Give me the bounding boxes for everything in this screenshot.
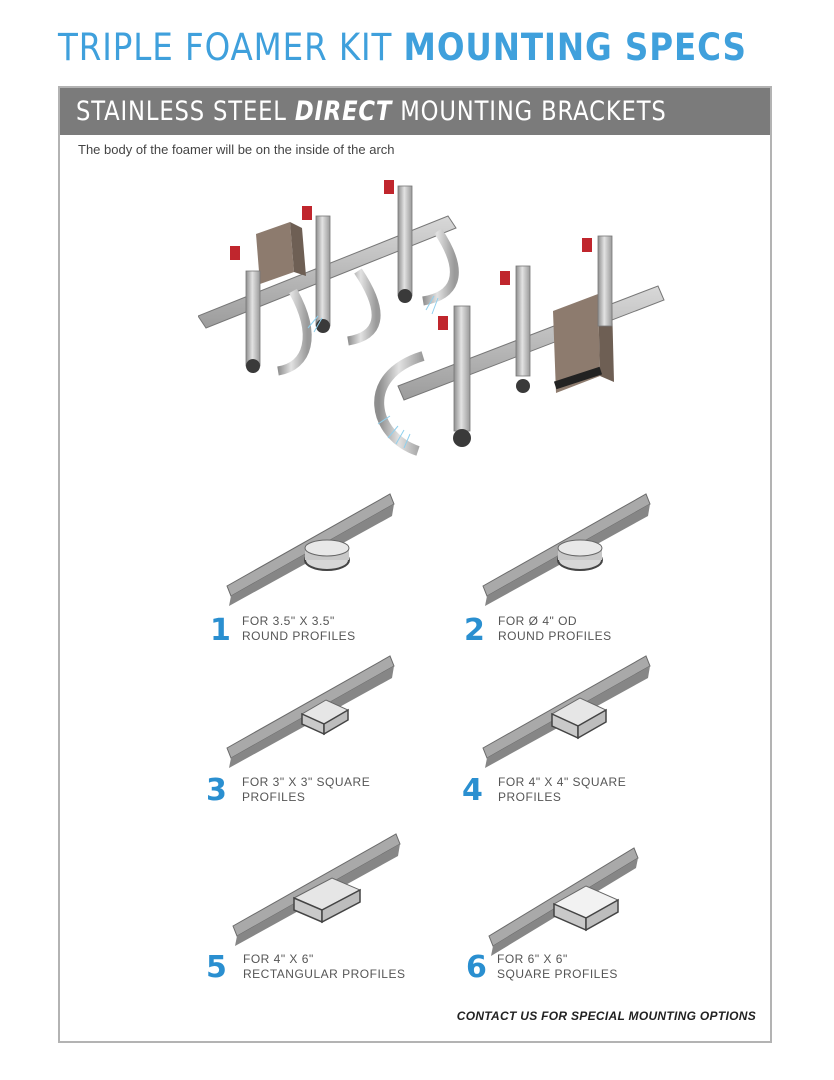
- bracket-6-image: [484, 838, 659, 958]
- page-title: [58, 26, 747, 69]
- bracket-profile: SQUARE PROFILES: [497, 967, 618, 981]
- title-light: TRIPLE FOAMER KIT: [58, 26, 404, 69]
- bracket-description: [242, 775, 370, 805]
- bracket-description: [498, 614, 612, 644]
- bracket-4-image: [478, 650, 653, 770]
- bracket-description: [498, 775, 626, 805]
- banner-emphasis: DIRECT: [294, 96, 393, 127]
- bracket-size: FOR 4" X 6": [243, 952, 314, 966]
- bracket-number: 1: [210, 613, 231, 648]
- bracket-1-image: [222, 488, 397, 608]
- bracket-size: FOR Ø 4" OD: [498, 614, 578, 628]
- contact-note: CONTACT US FOR SPECIAL MOUNTING OPTIONS: [456, 1009, 756, 1023]
- bracket-number: 6: [466, 950, 487, 985]
- title-bold: MOUNTING SPECS: [403, 26, 747, 69]
- bracket-description: [242, 614, 356, 644]
- bracket-number: 5: [206, 950, 227, 985]
- section-banner: [60, 88, 770, 135]
- bracket-number: 4: [462, 773, 483, 808]
- mounting-note: The body of the foamer will be on the inside of the arch: [78, 142, 395, 157]
- bracket-size: FOR 6" X 6": [497, 952, 568, 966]
- bracket-number: 2: [464, 613, 485, 648]
- bracket-size: FOR 3.5" X 3.5": [242, 614, 335, 628]
- bracket-profile: ROUND PROFILES: [242, 629, 356, 643]
- bracket-3-image: [222, 650, 397, 770]
- content-frame: [58, 86, 772, 1043]
- bracket-description: [497, 952, 618, 982]
- banner-title: [76, 96, 667, 127]
- foamer-assembly-image: [198, 176, 668, 486]
- banner-suffix: MOUNTING BRACKETS: [392, 96, 667, 127]
- bracket-5-image: [228, 828, 403, 948]
- bracket-profile: ROUND PROFILES: [498, 629, 612, 643]
- bracket-profile: PROFILES: [498, 790, 562, 804]
- bracket-profile: PROFILES: [242, 790, 306, 804]
- banner-prefix: STAINLESS STEEL: [76, 96, 295, 127]
- bracket-2-image: [478, 488, 653, 608]
- bracket-profile: RECTANGULAR PROFILES: [243, 967, 406, 981]
- bracket-description: [243, 952, 405, 982]
- bracket-size: FOR 4" X 4" SQUARE: [498, 775, 627, 789]
- bracket-number: 3: [206, 773, 227, 808]
- bracket-size: FOR 3" X 3" SQUARE: [242, 775, 371, 789]
